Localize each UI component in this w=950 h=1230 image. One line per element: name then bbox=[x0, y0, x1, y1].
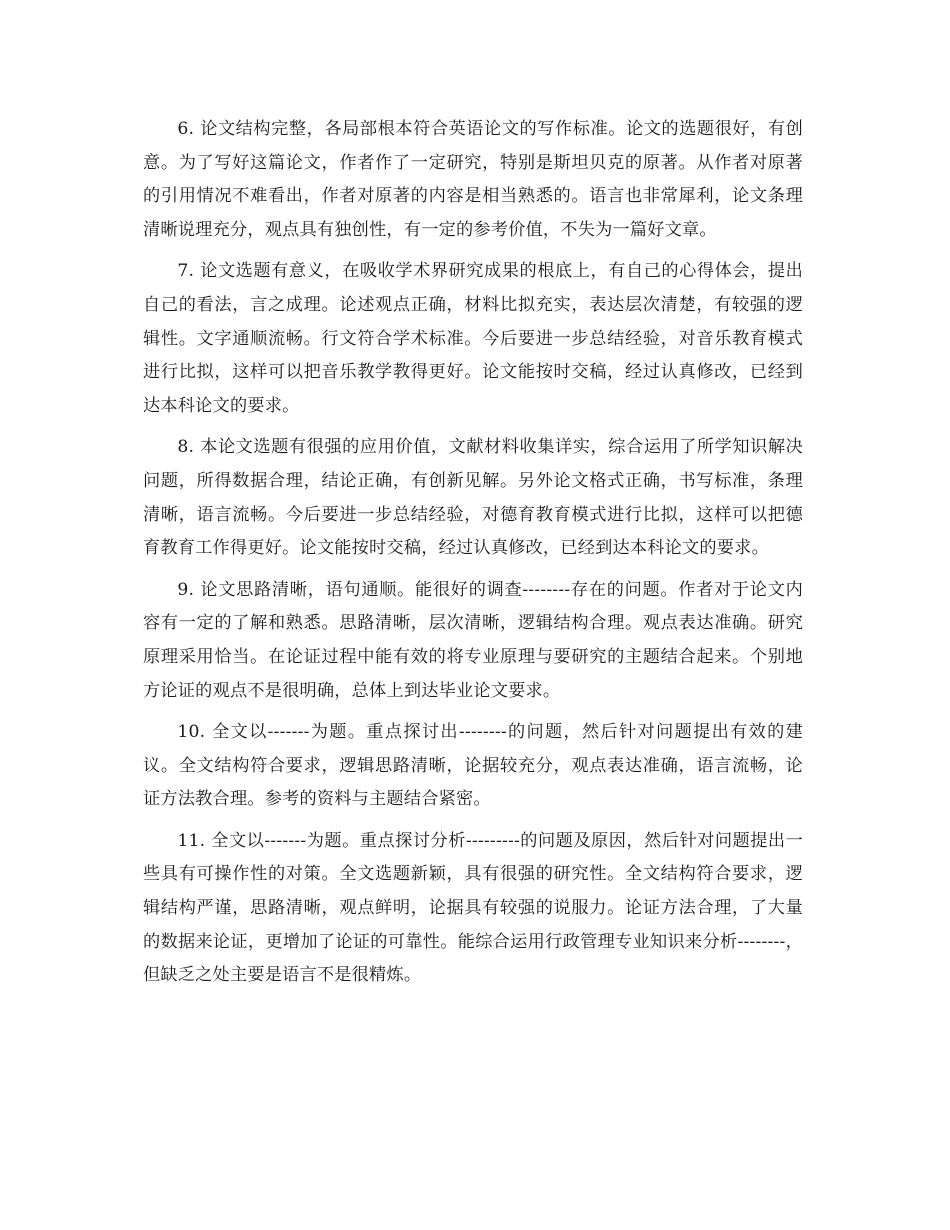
paragraph-10: 10. 全文以-------为题。重点探讨出--------的问题，然后针对问题提出有效的建议。全文结构符合要求，逻辑思路清晰，论据较充分，观点表达准确，语言流畅，论证方法教合理。参考的资料与主题结合紧密。 bbox=[143, 722, 803, 810]
paragraph-8: 8. 本论文选题有很强的应用价值，文献材料收集详实，综合运用了所学知识解决问题，所得数据合理，结论正确，有创新见解。另外论文格式正确，书写标准，条理清晰，语言流畅。今后要进一步总结经验，对德育教育模式进行比拟，这样可以把德育教育工作得更好。论文能按时交稿，经过认真修改，已经到达本科论文的要求。 bbox=[143, 437, 803, 559]
paragraph-11: 11. 全文以-------为题。重点探讨分析---------的问题及原因，然后针对问题提出一些具有可操作性的对策。全文选题新颖，具有很强的研究性。全文结构符合要求，逻辑结构严谨，思路清晰，观点鲜明，论据具有较强的说服力。论证方法合理，了大量的数据来论证，更增加了论证的可靠性。能综合运用行政管理专业知识来分析--------，但缺乏之处主要是语言不是很精炼。 bbox=[143, 830, 803, 986]
paragraph-7: 7. 论文选题有意义，在吸收学术界研究成果的根底上，有自己的心得体会，提出自己的看法，言之成理。论述观点正确，材料比拟充实，表达层次清楚，有较强的逻辑性。文字通顺流畅。行文符合学术标准。今后要进一步总结经验，对音乐教育模式进行比拟，这样可以把音乐教学教得更好。论文能按时交稿，经过认真修改，已经到达本科论文的要求。 bbox=[143, 261, 803, 416]
paragraph-9: 9. 论文思路清晰，语句通顺。能很好的调查--------存在的问题。作者对于论文内容有一定的了解和熟悉。思路清晰，层次清晰，逻辑结构合理。观点表达准确。研究原理采用恰当。在论证过程中能有效的将专业原理与要研究的主题结合起来。个别地方论证的观点不是很明确，总体上到达毕业论文要求。 bbox=[143, 579, 803, 701]
document-body bbox=[143, 113, 803, 1001]
paragraph-6: 6. 论文结构完整，各局部根本符合英语论文的写作标准。论文的选题很好，有创意。为了写好这篇论文，作者作了一定研究，特别是斯坦贝克的原著。从作者对原著的引用情况不难看出，作者对原著的内容是相当熟悉的。语言也非常犀利，论文条理清晰说理充分，观点具有独创性，有一定的参考价值，不失为一篇好文章。 bbox=[143, 119, 803, 240]
